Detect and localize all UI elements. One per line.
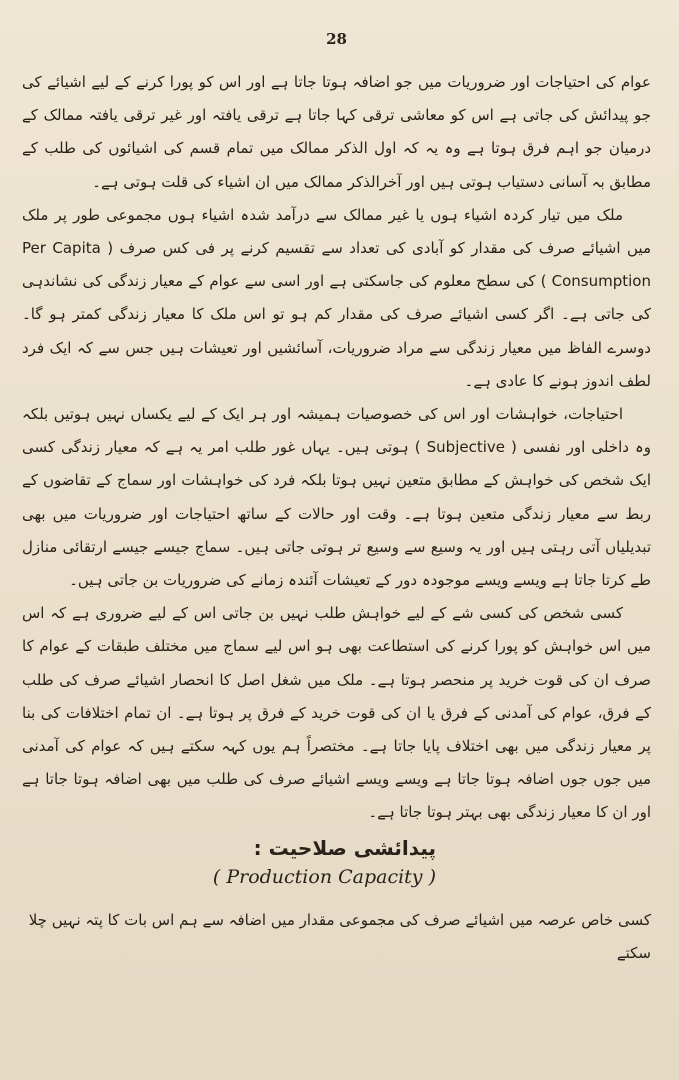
- body-text: [22, 66, 651, 830]
- heading-urdu: پیدائشی صلاحیت :: [253, 835, 436, 860]
- section-heading: [22, 836, 651, 896]
- closing-line: کسی خاص عرصہ میں اشیائے صرف کی مجموعی مقدار میں اضافہ سے ہم اس بات کا پتہ نہیں چلا سکتے: [28, 910, 651, 962]
- paragraph-4: کسی شخص کی کسی شے کے لیے خواہش طلب نہیں بن جاتی اس کے لیے ضروری ہے کہ اس میں اس خواہش کو پورا کرنے کی استطاعت بھی ہو اس لیے سماج میں مختلف طبقات کے عوام کا صرف ان کی قوت خرید پر منحصر ہوتا ہے۔ ملک میں شغل اصل کا انحصار اشیائے صرف کی طلب کے فرق، عوام کی آمدنی کے فرق یا ان کی قوت خرید کے فرق پر ہوتا ہے۔ ان تمام اختلافات کی بنا پر معیار زندگی میں بھی اختلاف پایا جاتا ہے۔ مختصراً ہم یوں کہہ سکتے ہیں کہ عوام کی آمدنی میں جوں جوں اضافہ ہوتا جاتا ہے ویسے ویسے اشیائے صرف کی طلب میں بھی اضافہ ہوتا جاتا ہے اور ان کا معیار زندگی بھی بہتر ہوتا جاتا ہے۔: [22, 604, 651, 822]
- page-number: 28: [326, 30, 347, 48]
- paragraph-3: احتیاجات، خواہشات اور اس کی خصوصیات ہمیشہ اور ہر ایک کے لیے یکساں نہیں ہوتیں بلکہ وہ داخلی اور نفسی ( Subjective ) ہوتی ہیں۔ یہاں غور طلب امر یہ ہے کہ معیار زندگی کسی ایک شخص کی خواہش کے مطابق متعین نہیں ہوتا بلکہ فرد کی خواہشات اور سماج کے تقاضوں کے ربط سے معیار زندگی متعین ہوتا ہے۔ وقت اور حالات کے ساتھ احتیاجات اور ضروریات میں بھی تبدیلیاں آتی رہتی ہیں اور یہ وسیع سے وسیع تر ہوتی جاتی ہیں۔ سماج جیسے جیسے ارتقائی منازل طے کرتا جاتا ہے ویسے ویسے موجودہ دور کے تعیشات آئندہ زمانے کی ضروریات بن جاتی ہیں۔: [22, 405, 651, 590]
- heading-english: ( Production Capacity ): [212, 865, 436, 888]
- paragraph-1: عوام کی احتیاجات اور ضروریات میں جو اضافہ ہوتا جاتا ہے اور اس کو پورا کرنے کے لیے اشیائے کی جو پیدائش کی جاتی ہے اس کو معاشی ترقی کہا جاتا ہے ترقی یافتہ اور غیر ترقی یافتہ ممالک کے درمیان جو اہم فرق ہوتا ہے وہ یہ کہ اول الذکر ممالک میں تمام قسم کی اشیائوں کی طلب کے مطابق بہ آسانی دستیاب ہوتی ہیں اور آخرالذکر ممالک میں ان اشیاء کی قلت ہوتی ہے۔: [22, 73, 651, 191]
- paragraph-2: ملک میں تیار کردہ اشیاء ہوں یا غیر ممالک سے درآمد شدہ اشیاء ہوں مجموعی طور پر ملک میں اشیائے صرف کی مقدار کو آبادی کی تعداد سے تقسیم کرنے پر فی کس صرف ( Per Capita Consumption ) کی سطح معلوم کی جاسکتی ہے اور اسی سے عوام کے معیار زندگی کی نشاندہی کی جاتی ہے۔ اگر کسی اشیائے صرف کی مقدار کم ہو تو اس ملک کا معیار زندگی کمتر ہو گا۔ دوسرے الفاظ میں معیار زندگی سے مراد ضروریات، آسائشیں اور تعیشات ہیں جس سے کہ ایک فرد لطف اندوز ہونے کا عادی ہے۔: [22, 205, 651, 390]
